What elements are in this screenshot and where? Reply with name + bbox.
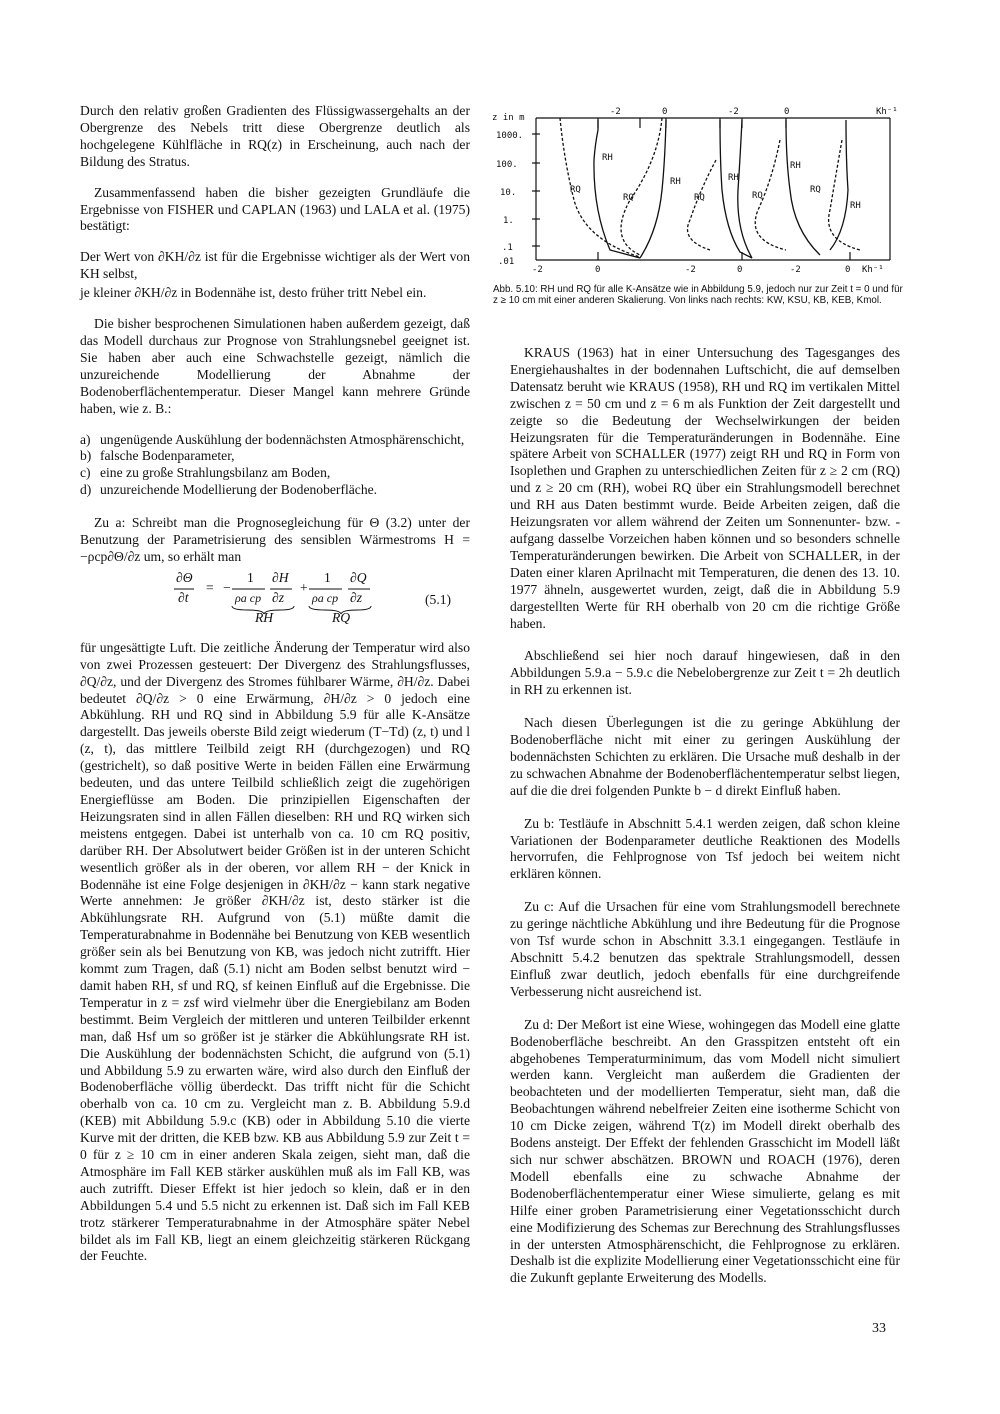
paragraph-summary: Zusammenfassend haben die bisher gezeigten Grundläufe die Ergebnisse von FISHER und CAPLAN (1963) und LALA et al. (1975) bestätigt: bbox=[80, 184, 470, 234]
eq-coef2-den: ρa cp bbox=[312, 590, 339, 605]
equation-5-1 bbox=[80, 570, 470, 628]
curve-label: RQ bbox=[694, 193, 705, 203]
paragraph-weakness: Die bisher besprochenen Simulationen haben außerdem gezeigt, daß das Modell durchaus zur Prognose von Strahlungsnebel geeignet ist. Sie haben aber auch eine Schwachstelle gezeigt, nämlich die unzureichende Modellierung der Abnahme der Bodenoberflächentemperatur. Dieser Mangel kann mehrere Gründe haben, wie z. B.: bbox=[80, 316, 470, 416]
curve-label: RH bbox=[728, 173, 739, 183]
curve-label: RH bbox=[850, 201, 861, 211]
page-number: 33 bbox=[872, 1321, 886, 1336]
paragraph-rh-rq: für ungesättigte Luft. Die zeitliche Änderung der Temperatur wird also von zwei Prozessen gesteuert: Der Divergenz des Strahlungsflusses, ∂Q/∂z, und der Divergenz des Stromes fühlbarer Wärme, ∂H/∂z. Dabei bedeutet ∂Q/∂z > 0 eine Erwärmung, ∂H/∂z > 0 jedoch eine Abkühlung. RH und RQ sind in Abbildung 5.9 für alle K-Ansätze dargestellt. Das jeweils oberste Bild zeigt wiederum (T−Td) (z, t) und l (z, t), das mittlere Teilbild zeigt RH (durchgezogen) und RQ (gestrichelt), so daß positive Werte in beiden Fällen eine Erwärmung bedeuten, und das untere Teilbild schließlich zeigt die zugehörigen Energieflüsse am Boden. Die prinzipiellen Eigenschaften der Heizungsraten sind in allen Fällen dieselben: RH und RQ wirken sich meistens entgegen. Dabei ist unterhalb von ca. 10 cm RQ positiv, darüber RH. Der Absolutwert beider Größen ist in der unteren Schicht wesentlich größer als in der oberen, vor allem RH − der Knick in Bodennähe ist eine Folge desjenigen in ∂KH/∂z − kann stark negative Werte annehmen: Je größer ∂KH/∂z ist, desto stärker ist die Abkühlungsrate RH. Aufgrund von (5.1) müßte damit die Temperaturabnahme in Bodennähe bei Benutzung von KEB wesentlich größer sein als bei Benutzung von KB, was jedoch nicht zutrifft. Hier kommt zum Tragen, daß (5.1) nicht am Boden selbst benutzt wird − damit haben RH, sf und RQ, sf keinen Einfluß auf die Ergebnisse. Die Temperatur in z = zsf wird vielmehr über die Energiebilanz am Boden bestimmt. Beim Vergleich der mittleren und unteren Teilbilder erkennt man, daß Hsf um so größer ist je stärker die Abkühlungsrate RH ist. Die Auskühlung der bodennächsten Schicht, die aufgrund von (5.1) und Abbildung 5.9 zu erwarten wäre, wird also durch den Einfluß der Bodenoberfläche völlig überdeckt. Das trifft nicht für die Schicht oberhalb von ca. 10 cm zu. Vergleicht man z. B. Abbildung 5.9.d (KEB) mit Abbildung 5.9.c (KB) oder in Abbildung 5.10 die vierte Kurve mit der dritten, die KEB bzw. KB aus Abbildung 5.9 zur Zeit t = 0 für z ≥ 10 cm in einer anderen Skala zeigen, sieht man, daß die Atmosphäre im Fall KEB stärker auskühlen muß als im Fall KB, was auch zutrifft. Dieser Effekt ist hier jedoch so klein, daß er in den Abbildungen 5.4 und 5.5 nicht zu erkennen ist. Daß sich im Fall KEB trotz stärkerer Temperaturabnahme in der Atmosphäre später Nebel bildet als im Fall KB, liegt an einem gleichzeitig stärkeren Rückgang der Feuchte. bbox=[80, 639, 470, 1264]
curve-rh-4 bbox=[738, 120, 752, 258]
eq-sign: = bbox=[206, 579, 214, 595]
left-column bbox=[80, 103, 470, 1279]
finding-fog-onset: je kleiner ∂KH/∂z in Bodennähe ist, desto früher tritt Nebel ein. bbox=[80, 285, 427, 301]
equation-fraction-bars bbox=[80, 570, 410, 628]
curve-rq-3 bbox=[688, 160, 717, 250]
list-text: ungenügende Auskühlung der bodennächsten Atmosphärenschicht, bbox=[100, 431, 465, 447]
list-label: b) bbox=[80, 448, 92, 464]
list-label: a) bbox=[80, 431, 91, 447]
figure-y-tick: 100. bbox=[496, 160, 518, 170]
paragraph-zu-d: Zu d: Der Meßort ist eine Wiese, wohingegen das Modell eine glatte Bodenoberfläche beschreibt. An den Grasspitzen entsteht oft ein abgehobenes Temperaturminimum, das vom Modell nicht simuliert werden kann. Vergleicht man außerdem die Gradienten der beobachteten und der modellierten Temperatur, sieht man, daß die Beobachtungen während nebelfreier Zeiten eine isotherme Schicht von 10 cm Dicke zeigen, während T(z) im Modell direkt oberhalb des Bodens ansteigt. Der Effekt der fehlenden Grasschicht im Modell läßt sich nur schwer abschätzen. BROWN und ROACH (1976), deren Modell ebenfalls eine zu schwache Abnahme der Bodenoberflächentemperatur einer Wiese simulierte, gelang es mit Hilfe einer groben Parametrisierung einer Vegetationsschicht durch eine Modifizierung des Schemas zur Berechnung des Strahlungsflusses in der untersten Atmosphärenschicht, die Fehlprognose zu erklären. Deshalb ist die explizite Modellierung einer Vegetationsschicht eine für die Zukunft geplante Erweiterung des Modells. bbox=[510, 1016, 900, 1286]
list-item bbox=[80, 432, 470, 449]
eq-minus: − bbox=[223, 579, 231, 595]
curve-label: RH bbox=[790, 161, 801, 171]
figure-5-10 bbox=[490, 100, 910, 280]
eq-lhs-num: ∂Θ bbox=[176, 569, 193, 585]
curve-rh-3 bbox=[720, 120, 752, 258]
curve-label: RQ bbox=[810, 185, 821, 195]
figure-bottom-tick: 0 bbox=[595, 265, 601, 275]
finding-gradient: Der Wert von ∂KH/∂z ist für die Ergebnisse wichtiger als der Wert von KH selbst, bbox=[80, 249, 470, 282]
paragraph-conclusion: Nach diesen Überlegungen ist die zu geringe Abkühlung der Bodenoberfläche nicht mit einer zu geringen Auskühlung der bodennächsten Schichten zu erklären. Die Ursache muß deshalb in der zu schwachen Abnahme der Bodenoberflächentemperatur selbst liegen, auf die die drei folgenden Punkte b − d direkt Einfluß haben. bbox=[510, 715, 900, 798]
curve-rq-5 bbox=[829, 140, 860, 250]
equation-number: (5.1) bbox=[425, 591, 452, 607]
eq-dq-den: ∂z bbox=[350, 589, 363, 605]
figure-bottom-tick: 0 bbox=[845, 265, 851, 275]
right-column bbox=[510, 345, 900, 1301]
figure-y-tick: .01 bbox=[498, 257, 515, 267]
list-label: c) bbox=[80, 465, 91, 481]
paragraph-zu-a: Zu a: Schreibt man die Prognosegleichung für Θ (3.2) unter der Benutzung der Parametrisierung des sensiblen Wärmestroms H = −ρcp∂Θ/∂z um, so erhält man bbox=[80, 515, 470, 564]
list-text: eine zu große Strahlungsbilanz am Boden, bbox=[100, 465, 331, 481]
figure-bottom-tick: -2 bbox=[685, 265, 696, 275]
list-item bbox=[80, 465, 470, 482]
figure-top-tick: -2 bbox=[610, 107, 621, 117]
curve-label: RQ bbox=[623, 193, 634, 203]
figure-top-tick: -2 bbox=[728, 107, 739, 117]
figure-top-tick: 0 bbox=[662, 107, 668, 117]
list-text: unzureichende Modellierung der Bodenoberfläche. bbox=[100, 482, 378, 498]
eq-coef1-num: 1 bbox=[247, 569, 254, 585]
eq-label-rq: RQ bbox=[332, 609, 351, 625]
paragraph-zu-c: Zu c: Auf die Ursachen für eine vom Strahlungsmodell berechnete zu geringe nächtliche Abkühlung und ihre Bedeutung für die Prognose von Tsf wurde schon in Abschnitt 3.3.1 eingegangen. Testläufe in Abschnitt 5.4.2 benutzen das spektrale Strahlungsmodell, dessen Einfluß zwar deutlich, jedoch ebenfalls für eine durchgreifende Verbesserung nicht ausreichend ist. bbox=[510, 899, 900, 999]
eq-coef2-num: 1 bbox=[324, 569, 331, 585]
paragraph-fog-top-note: Abschließend sei hier noch darauf hingewiesen, daß in den Abbildungen 5.9.a − 5.9.c die Nebelobergrenze zur Zeit t = 2h deutlich in RH zu erkennen ist. bbox=[510, 648, 900, 698]
figure-y-tick: 1000. bbox=[496, 131, 524, 141]
eq-coef1-den: ρa cp bbox=[235, 590, 262, 605]
curve-rq-2 bbox=[621, 118, 662, 255]
curve-label: RQ bbox=[752, 191, 763, 201]
figure-y-tick: 1. bbox=[503, 216, 514, 226]
paragraph-kraus: KRAUS (1963) hat in einer Untersuchung des Tagesganges des Energiehaushaltes in der bodennahen Luftschicht, die auf demselben Datensatz beruht wie KRAUS (1958), RH und RQ im vertikalen Mittel zwischen z = 50 cm und z = 6 m als Funktion der Zeit dargestellt und zeigte so die Bedeutung der Wechselwirkungen der beiden Heizungsraten für die Temperaturänderungen in Bodennähe. Eine spätere Arbeit von SCHALLER (1977) zeigt RH und RQ in Form von Isoplethen und Graphen zu unterschiedlichen Zeiten für z ≥ 2 cm (RQ) und z ≥ 20 cm (RH), wobei RQ über ein Strahlungsmodell berechnet und RH aus Daten bestimmt wurde. Beide Arbeiten zeigen, daß die Heizungsraten vor allem während der Zeiten um Sonnenunter- bzw. -aufgang dasselbe Vorzeichen haben können und so besonders schnelle Temperaturänderungen bewirken. Die Arbeit von SCHALLER, in der Daten einer klaren Aprilnacht mit Temperaturen, die denen des 13. 10. 1977 ähneln, ausgewertet wurden, zeigt, daß die in Abbildung 5.9 dargestellten Werte für RH oberhalb von 20 cm die richtige Größe haben. bbox=[510, 345, 900, 631]
curve-rh-2 bbox=[640, 120, 666, 258]
figure-top-tick: 0 bbox=[784, 107, 790, 117]
list-text: falsche Bodenparameter, bbox=[100, 448, 235, 464]
figure-y-tick: 10. bbox=[500, 188, 517, 198]
figure-y-tick: .1 bbox=[502, 243, 513, 253]
figure-top-unit: Kh⁻¹ bbox=[876, 107, 898, 117]
curve-label: RH bbox=[670, 177, 681, 187]
figure-bottom-tick: 0 bbox=[737, 265, 743, 275]
curve-label: RQ bbox=[570, 185, 581, 195]
curve-rh-6 bbox=[830, 120, 848, 250]
curve-rh-1 bbox=[594, 120, 640, 258]
eq-plus: + bbox=[300, 579, 308, 595]
reason-list bbox=[80, 432, 470, 500]
figure-bottom-unit: Kh⁻¹ bbox=[862, 265, 884, 275]
eq-lhs-den: ∂t bbox=[178, 589, 189, 605]
paragraph-zu-b: Zu b: Testläufe in Abschnitt 5.4.1 werden zeigen, daß schon kleine Variationen der Bodenparameter deutliche Reaktionen des Modells hervorrufen, die Fehlprognose von Tsf jedoch bei weitem nicht erklären können. bbox=[510, 815, 900, 882]
eq-dh-den: ∂z bbox=[272, 589, 285, 605]
eq-dq-num: ∂Q bbox=[350, 569, 367, 585]
figure-bottom-tick: -2 bbox=[790, 265, 801, 275]
figure-caption: Abb. 5.10: RH und RQ für alle K-Ansätze wie in Abbildung 5.9, jedoch nur zur Zeit t = 0 und für z ≥ 10 cm mit einer anderen Skalierung. Von links nach rechts: KW, KSU, KB, KEB, Kmol. bbox=[493, 284, 903, 307]
eq-label-rh: RH bbox=[255, 609, 274, 625]
figure-bottom-tick: -2 bbox=[532, 265, 543, 275]
curve-label: RH bbox=[602, 153, 613, 163]
list-item bbox=[80, 448, 470, 465]
paragraph-fog-top: Durch den relativ großen Gradienten des Flüssigwassergehalts an der Obergrenze des Nebels tritt diese Obergrenze deutlich als hochgelegene Kühlfläche in RQ(z) in Erscheinung, auch nach der Bildung des Stratus. bbox=[80, 103, 470, 169]
list-label: d) bbox=[80, 482, 92, 498]
figure-y-axis-title: z in m bbox=[492, 113, 525, 123]
list-item bbox=[80, 482, 470, 499]
eq-dh-num: ∂H bbox=[272, 569, 289, 585]
